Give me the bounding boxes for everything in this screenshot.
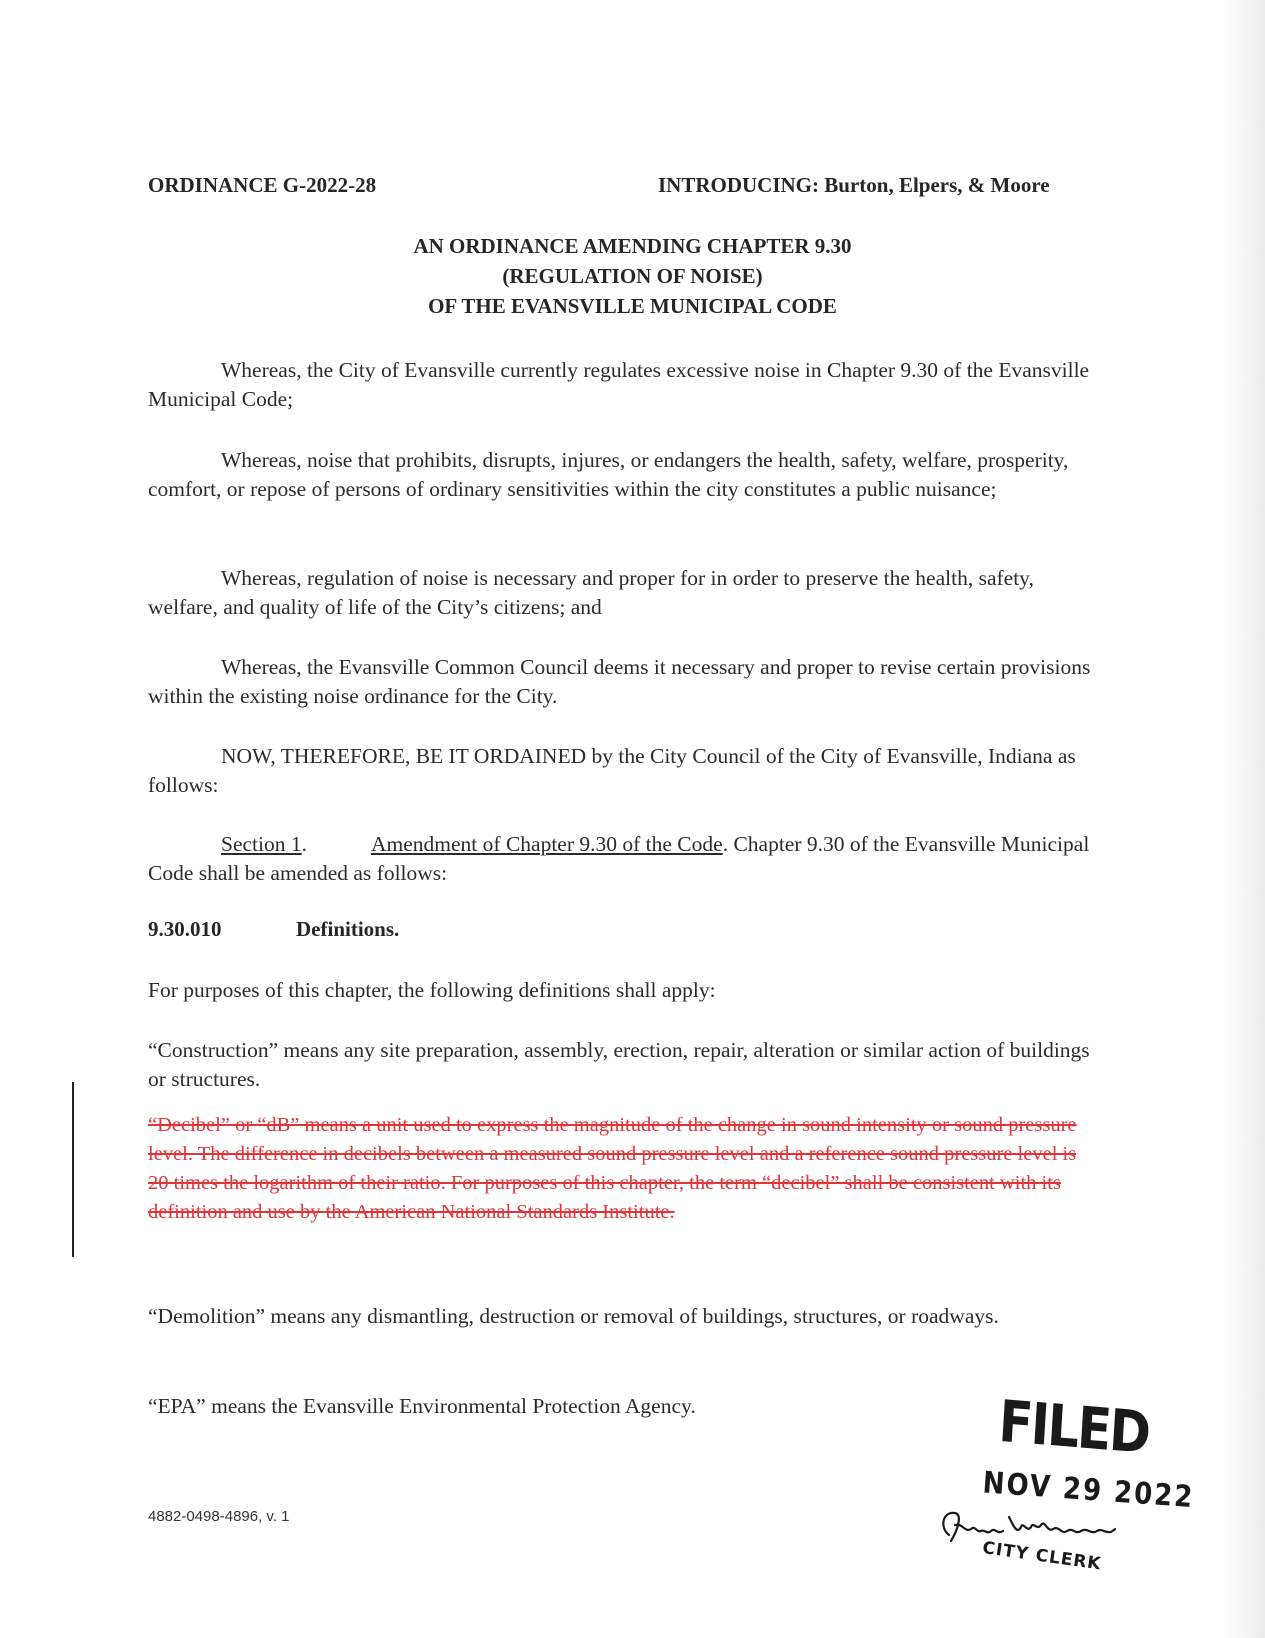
definitions-title: Definitions. (296, 917, 400, 941)
filed-stamp: FILED (996, 1388, 1151, 1467)
revision-bar (72, 1082, 74, 1257)
ordinance-title (0, 231, 1265, 321)
definition-epa: “EPA” means the Evansville Environmental Protection Agency. (148, 1394, 696, 1418)
recital-3: Whereas, regulation of noise is necessary and proper for in order to preserve the health, safety, welfare, and quality of life of the City’s citizens; and (148, 566, 1034, 619)
title-line-2: (REGULATION OF NOISE) (502, 264, 763, 288)
document-id: 4882-0498-4896, v. 1 (148, 1508, 290, 1525)
title-line-3: OF THE EVANSVILLE MUNICIPAL CODE (428, 294, 837, 318)
section-1-text: . Chapter 9.30 of the Evansville Municipal Code shall be amended as follows: (148, 832, 1090, 885)
city-clerk-label: CITY CLERK (981, 1538, 1103, 1575)
ordained-clause: NOW, THEREFORE, BE IT ORDAINED by the City Council of the City of Evansville, Indiana as follows: (148, 744, 1076, 797)
definitions-heading (148, 917, 399, 942)
definition-decibel-deleted: “Decibel” or “dB” means a unit used to express the magnitude of the change in sound intensity or sound pressure level. The difference in decibels between a measured sound pressure level and a reference sound pressure level is 20 times the logarithm of their ratio. For purposes of this chapter, the term “decibel” shall be consistent with its definition and use by the American National Standards Institute. (148, 1114, 1077, 1223)
definition-demolition: “Demolition” means any dismantling, destruction or removal of buildings, structures, or roadways. (148, 1304, 999, 1328)
introducing-line (658, 173, 1050, 198)
section-1-label: Section 1 (221, 832, 302, 856)
definition-construction: “Construction” means any site preparation, assembly, erection, repair, alteration or similar action of buildings or structures. (148, 1038, 1090, 1091)
section-1-title: Amendment of Chapter 9.30 of the Code (371, 832, 723, 856)
introducing-names: Burton, Elpers, & Moore (824, 173, 1050, 197)
recital-1: Whereas, the City of Evansville currently regulates excessive noise in Chapter 9.30 of the Evansville Municipal Code; (148, 358, 1090, 411)
definitions-intro: For purposes of this chapter, the following definitions shall apply: (148, 978, 716, 1002)
introducing-label: INTRODUCING: (658, 173, 820, 197)
section-1-paragraph: Section 1. Amendment of Chapter 9.30 of the Code. Chapter 9.30 of the Evansville Municipal Code shall be amended as follows: (148, 832, 1090, 885)
recital-4: Whereas, the Evansville Common Council deems it necessary and proper to revise certain provisions within the existing noise ordinance for the City. (148, 655, 1091, 708)
title-line-1: AN ORDINANCE AMENDING CHAPTER 9.30 (413, 234, 852, 258)
filed-date-stamp: NOV 29 2022 (981, 1466, 1196, 1516)
ordinance-number: ORDINANCE G-2022-28 (148, 173, 377, 197)
definitions-number: 9.30.010 (148, 917, 222, 941)
recital-2: Whereas, noise that prohibits, disrupts, injures, or endangers the health, safety, welfare, prosperity, comfort, or repose of persons of ordinary sensitivities within the city constitutes a public nuisance; (148, 448, 1069, 501)
